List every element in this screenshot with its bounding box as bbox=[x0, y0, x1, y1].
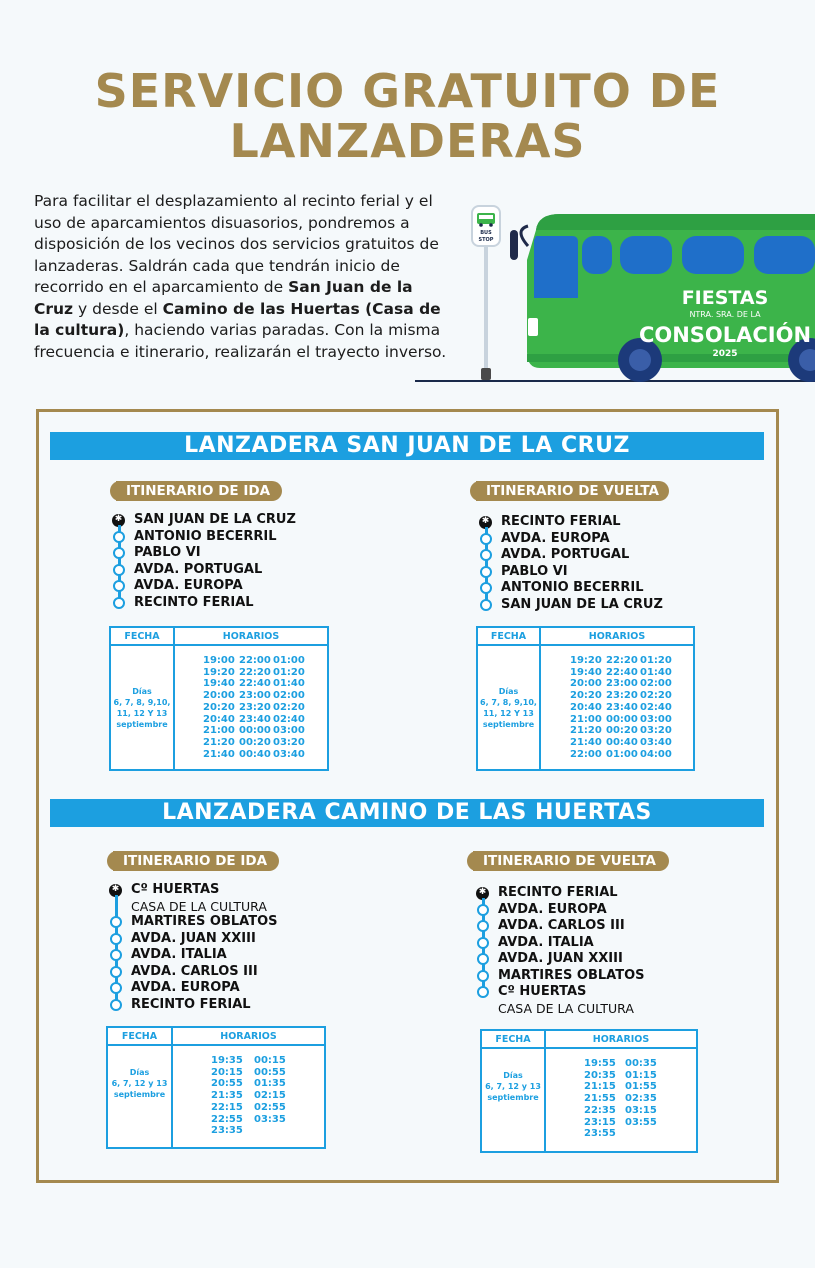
stop-item bbox=[476, 968, 716, 985]
stop-name: Cº HUERTAS bbox=[131, 882, 220, 897]
time-cell: 03:20 bbox=[273, 736, 305, 748]
time-cell: 21:20 bbox=[203, 736, 235, 748]
stop-name: AVDA. PORTUGAL bbox=[501, 547, 630, 562]
time-cell: 02:15 bbox=[254, 1090, 286, 1102]
stop-dot-icon bbox=[477, 986, 489, 998]
stop-name: RECINTO FERIAL bbox=[134, 594, 254, 610]
stop-item bbox=[479, 580, 719, 597]
table-divider bbox=[544, 1031, 546, 1151]
time-cell: 22:55 bbox=[211, 1113, 243, 1125]
stop-name: AVDA. PORTUGAL bbox=[134, 561, 263, 577]
time-cell: 20:35 bbox=[584, 1069, 616, 1081]
time-cell: 00:20 bbox=[239, 736, 271, 748]
stop-item bbox=[112, 512, 352, 529]
time-cell: 20:20 bbox=[570, 690, 602, 702]
time-cell: 20:40 bbox=[203, 713, 235, 725]
time-cell: 00:40 bbox=[606, 736, 638, 748]
time-cell: 03:00 bbox=[273, 725, 305, 737]
banner-camino-huertas: LANZADERA CAMINO DE LAS HUERTAS bbox=[50, 799, 764, 827]
time-column bbox=[640, 655, 672, 760]
stop-item bbox=[476, 935, 716, 952]
time-cell: 21:15 bbox=[584, 1081, 616, 1093]
time-cell: 00:55 bbox=[254, 1066, 286, 1078]
schedule-table-vuelta-2 bbox=[480, 1029, 698, 1153]
time-cell: 03:35 bbox=[254, 1113, 286, 1125]
time-cell: 22:15 bbox=[211, 1101, 243, 1113]
stop-name: ANTONIO BECERRIL bbox=[501, 580, 644, 595]
time-column bbox=[584, 1058, 616, 1140]
stop-item bbox=[109, 997, 349, 1014]
stop-item bbox=[109, 964, 349, 981]
time-cell: 21:00 bbox=[570, 713, 602, 725]
stop-item bbox=[476, 951, 716, 968]
time-cell: 23:40 bbox=[606, 701, 638, 713]
stop-name: AVDA. EUROPA bbox=[498, 901, 607, 917]
time-cell: 00:00 bbox=[239, 725, 271, 737]
time-cell: 19:20 bbox=[203, 666, 235, 678]
schedule-table-vuelta-1 bbox=[476, 626, 695, 771]
date-line: 11, 12 Y 13 bbox=[483, 709, 534, 718]
time-cell: 01:00 bbox=[606, 748, 638, 760]
time-cell: 23:00 bbox=[239, 690, 271, 702]
time-cell: 01:15 bbox=[625, 1069, 657, 1081]
time-cell: 01:00 bbox=[273, 655, 305, 666]
stops-ida-2 bbox=[109, 882, 349, 1013]
time-cell: 20:00 bbox=[570, 678, 602, 690]
date-line: 6, 7, 12 y 13 bbox=[485, 1082, 541, 1091]
label-itinerario-vuelta-1: ITINERARIO DE VUELTA bbox=[476, 481, 669, 501]
date-line: 6, 7, 8, 9,10, bbox=[113, 698, 171, 707]
time-cell: 02:40 bbox=[273, 713, 305, 725]
stop-item bbox=[476, 885, 716, 902]
header-horarios: HORARIOS bbox=[220, 1031, 277, 1042]
stop-item bbox=[109, 931, 349, 948]
schedule-table-ida-1 bbox=[109, 626, 329, 771]
time-cell: 02:00 bbox=[640, 678, 672, 690]
title-line-1: SERVICIO GRATUITO DE bbox=[94, 64, 721, 118]
stop-item bbox=[112, 562, 352, 579]
stop-name: AVDA. EUROPA bbox=[131, 980, 240, 995]
bus-text-2: NTRA. SRA. DE LA bbox=[689, 310, 761, 319]
label-itinerario-vuelta-2: ITINERARIO DE VUELTA bbox=[473, 851, 669, 871]
time-cell: 20:20 bbox=[203, 701, 235, 713]
time-cell: 21:55 bbox=[584, 1093, 616, 1105]
time-cell: 01:35 bbox=[254, 1078, 286, 1090]
time-cell: 03:40 bbox=[273, 748, 305, 760]
time-cell: 23:40 bbox=[239, 713, 271, 725]
table-divider bbox=[539, 628, 541, 769]
stop-item bbox=[112, 578, 352, 595]
header-fecha: FECHA bbox=[495, 1034, 531, 1045]
label-itinerario-ida-2: ITINERARIO DE IDA bbox=[113, 851, 279, 871]
time-cell: 01:55 bbox=[625, 1081, 657, 1093]
intro-text-2: y desde el bbox=[73, 299, 163, 318]
time-cell: 19:35 bbox=[211, 1055, 243, 1066]
page-title bbox=[0, 66, 815, 166]
date-line: septiembre bbox=[487, 1093, 539, 1102]
time-cell: 23:00 bbox=[606, 678, 638, 690]
time-cell: 21:40 bbox=[570, 736, 602, 748]
time-cell: 03:15 bbox=[625, 1104, 657, 1116]
bus-text-3: CONSOLACIÓN bbox=[638, 323, 812, 347]
schedule-table-ida-2 bbox=[106, 1026, 326, 1149]
time-cell: 00:40 bbox=[239, 748, 271, 760]
time-cell: 03:40 bbox=[640, 736, 672, 748]
time-cell: 22:20 bbox=[239, 666, 271, 678]
table-dates bbox=[484, 1070, 542, 1103]
time-cell: 04:00 bbox=[640, 748, 672, 760]
stop-item bbox=[112, 595, 352, 612]
time-cell: 22:00 bbox=[570, 748, 602, 760]
time-cell: 22:40 bbox=[606, 666, 638, 678]
date-line: Días bbox=[132, 687, 152, 696]
header-fecha: FECHA bbox=[490, 631, 527, 642]
intro-paragraph bbox=[34, 191, 449, 363]
header-fecha: FECHA bbox=[121, 1031, 158, 1042]
time-column bbox=[239, 655, 271, 760]
time-cell: 03:55 bbox=[625, 1116, 657, 1128]
stop-item bbox=[479, 564, 719, 581]
stop-item bbox=[109, 947, 349, 964]
time-cell: 03:00 bbox=[640, 713, 672, 725]
time-cell: 22:00 bbox=[239, 655, 271, 666]
stop-name: AVDA. CARLOS III bbox=[498, 918, 625, 933]
stop-name: MARTIRES OBLATOS bbox=[498, 967, 645, 983]
stop-name: RECINTO FERIAL bbox=[501, 514, 621, 529]
time-cell: 22:20 bbox=[606, 655, 638, 666]
stop-name: AVDA. CARLOS III bbox=[131, 963, 258, 979]
bus-text-1: FIESTAS bbox=[681, 287, 769, 309]
stop-item bbox=[112, 529, 352, 546]
stop-dot-icon bbox=[480, 599, 492, 611]
stop-name: Cº HUERTAS bbox=[498, 984, 587, 999]
time-cell: 23:15 bbox=[584, 1116, 616, 1128]
time-cell: 00:35 bbox=[625, 1058, 657, 1069]
stop-dot-icon bbox=[113, 597, 125, 609]
bus-text-4: 2025 bbox=[712, 349, 738, 359]
stop-name: AVDA. EUROPA bbox=[501, 530, 610, 546]
stops-vuelta-2 bbox=[476, 885, 716, 1016]
time-cell: 02:40 bbox=[640, 701, 672, 713]
time-column bbox=[203, 655, 235, 760]
intro-text-3: , haciendo varias paradas. Con la misma frecuencia e itinerario, realizarán el trayecto inverso. bbox=[34, 321, 447, 361]
time-cell: 20:55 bbox=[211, 1078, 243, 1090]
date-line: septiembre bbox=[113, 1090, 166, 1099]
stop-subname: CASA DE LA CULTURA bbox=[498, 1000, 634, 1016]
bus-icon bbox=[410, 200, 815, 390]
stop-name: RECINTO FERIAL bbox=[498, 885, 618, 900]
intro-bold-2: Camino de las Huertas (Casa de la cultura) bbox=[34, 299, 441, 339]
time-cell: 00:00 bbox=[606, 713, 638, 725]
table-dates bbox=[110, 1067, 169, 1100]
stop-name: AVDA. ITALIA bbox=[498, 934, 594, 950]
stop-item bbox=[479, 514, 719, 531]
date-line: 6, 7, 12 y 13 bbox=[111, 1079, 168, 1088]
time-column bbox=[606, 655, 638, 760]
stop-item bbox=[112, 545, 352, 562]
stop-name: SAN JUAN DE LA CRUZ bbox=[501, 596, 663, 612]
table-dates bbox=[113, 686, 171, 730]
time-cell: 19:40 bbox=[203, 678, 235, 690]
time-cell: 19:40 bbox=[570, 666, 602, 678]
time-column bbox=[254, 1055, 286, 1125]
header-horarios: HORARIOS bbox=[588, 631, 646, 642]
stop-name: AVDA. JUAN XXIII bbox=[131, 930, 256, 946]
stop-subname: CASA DE LA CULTURA bbox=[131, 898, 267, 914]
table-dates bbox=[480, 686, 537, 730]
stop-item bbox=[476, 902, 716, 919]
time-cell: 02:55 bbox=[254, 1101, 286, 1113]
header-fecha: FECHA bbox=[124, 631, 160, 642]
table-divider bbox=[173, 628, 175, 769]
time-cell: 21:40 bbox=[203, 748, 235, 760]
stop-name: AVDA. EUROPA bbox=[134, 578, 243, 593]
svg-text:STOP: STOP bbox=[478, 237, 494, 243]
time-cell: 20:15 bbox=[211, 1066, 243, 1078]
time-column bbox=[625, 1058, 657, 1128]
time-cell: 19:00 bbox=[203, 655, 235, 666]
time-column bbox=[570, 655, 602, 760]
date-line: 11, 12 Y 13 bbox=[116, 709, 168, 718]
stop-item bbox=[109, 882, 349, 914]
time-cell: 23:20 bbox=[239, 701, 271, 713]
stop-item bbox=[479, 547, 719, 564]
stop-item bbox=[476, 918, 716, 935]
stops-ida-1 bbox=[112, 512, 352, 611]
time-cell: 01:20 bbox=[273, 666, 305, 678]
svg-text:BUS: BUS bbox=[480, 230, 492, 236]
stop-name: AVDA. ITALIA bbox=[131, 947, 227, 962]
time-cell: 02:00 bbox=[273, 690, 305, 702]
date-line: Días bbox=[503, 1071, 523, 1080]
stop-item bbox=[109, 980, 349, 997]
bus-illustration bbox=[410, 200, 815, 390]
stop-name: AVDA. JUAN XXIII bbox=[498, 951, 623, 966]
stop-name: MARTIRES OBLATOS bbox=[131, 914, 278, 929]
time-cell: 02:20 bbox=[640, 690, 672, 702]
time-cell: 23:55 bbox=[584, 1128, 616, 1140]
header-horarios: HORARIOS bbox=[592, 1034, 650, 1045]
time-cell: 00:15 bbox=[254, 1055, 286, 1066]
title-line-2: LANZADERAS bbox=[229, 114, 586, 168]
stop-name: RECINTO FERIAL bbox=[131, 996, 251, 1012]
time-cell: 00:20 bbox=[606, 725, 638, 737]
stop-name: PABLO VI bbox=[501, 563, 568, 579]
time-cell: 23:35 bbox=[211, 1125, 243, 1137]
stop-item bbox=[476, 984, 716, 1016]
time-cell: 21:35 bbox=[211, 1090, 243, 1102]
intro-bold-1: San Juan de la Cruz bbox=[34, 278, 413, 318]
date-line: septiembre bbox=[116, 720, 168, 729]
time-cell: 01:40 bbox=[273, 678, 305, 690]
banner-san-juan: LANZADERA SAN JUAN DE LA CRUZ bbox=[50, 432, 764, 460]
time-cell: 20:40 bbox=[570, 701, 602, 713]
stop-name: ANTONIO BECERRIL bbox=[134, 528, 277, 544]
header-horarios: HORARIOS bbox=[222, 631, 280, 642]
stop-dot-icon bbox=[110, 999, 122, 1011]
time-cell: 02:20 bbox=[273, 701, 305, 713]
stop-item bbox=[479, 531, 719, 548]
stop-item bbox=[109, 914, 349, 931]
stop-item bbox=[479, 597, 719, 614]
time-cell: 21:20 bbox=[570, 725, 602, 737]
time-cell: 19:55 bbox=[584, 1058, 616, 1069]
time-cell: 03:20 bbox=[640, 725, 672, 737]
date-line: Días bbox=[129, 1068, 150, 1077]
stop-name: SAN JUAN DE LA CRUZ bbox=[134, 512, 296, 527]
time-column bbox=[273, 655, 305, 760]
time-cell: 01:40 bbox=[640, 666, 672, 678]
stop-name: PABLO VI bbox=[134, 545, 201, 560]
time-cell: 23:20 bbox=[606, 690, 638, 702]
time-cell: 20:00 bbox=[203, 690, 235, 702]
stops-vuelta-1 bbox=[479, 514, 719, 613]
time-cell: 21:00 bbox=[203, 725, 235, 737]
time-cell: 01:20 bbox=[640, 655, 672, 666]
time-cell: 22:40 bbox=[239, 678, 271, 690]
time-cell: 02:35 bbox=[625, 1093, 657, 1105]
date-line: Días bbox=[498, 687, 519, 696]
date-line: septiembre bbox=[482, 720, 535, 729]
intro-text-1: Para facilitar el desplazamiento al recinto ferial y el uso de aparcamientos disuasorios, pondremos a disposición de los vecinos dos servicios gratuitos de lanzaderas. Saldrán cada que tendrán inicio de recorrido en el aparcamiento de bbox=[34, 192, 439, 296]
date-line: 6, 7, 8, 9,10, bbox=[480, 698, 537, 707]
label-itinerario-ida-1: ITINERARIO DE IDA bbox=[116, 481, 282, 501]
time-column bbox=[211, 1055, 243, 1137]
time-cell: 22:35 bbox=[584, 1104, 616, 1116]
time-cell: 19:20 bbox=[570, 655, 602, 666]
